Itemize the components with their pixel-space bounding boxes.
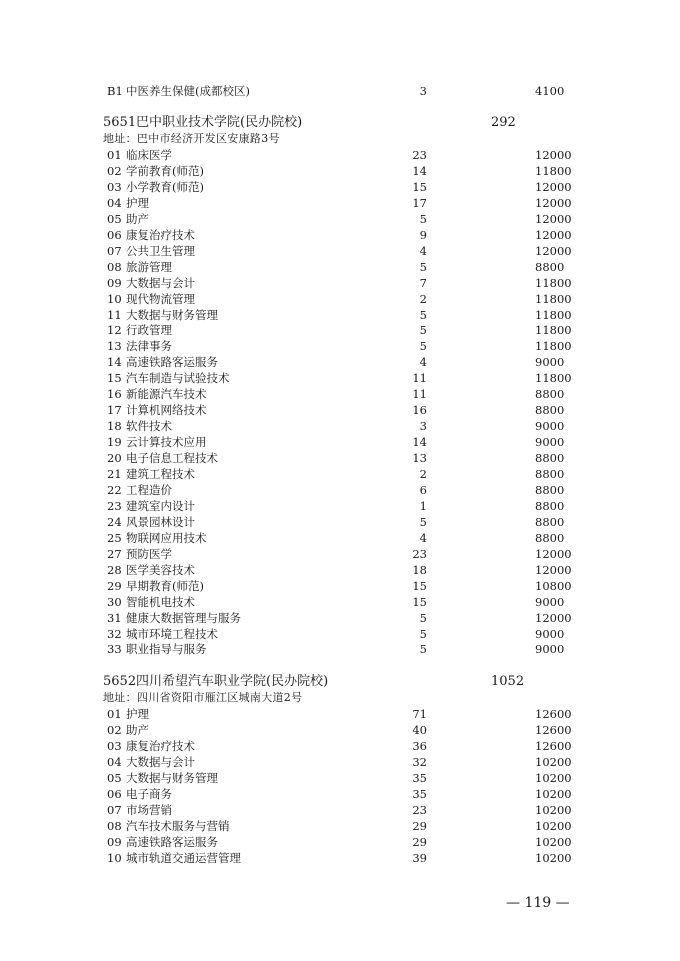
school-name: 巴中职业技术学院(民办院校) — [136, 115, 303, 130]
major-name: 物联网应用技术 — [126, 530, 207, 545]
major-plan-count: 3 — [419, 419, 427, 434]
major-row — [107, 179, 577, 195]
major-name: 汽车技术服务与营销 — [126, 818, 230, 833]
major-row — [107, 291, 577, 307]
major-tuition-fee: 12600 — [535, 738, 572, 753]
major-row — [107, 83, 577, 99]
major-tuition-fee: 8800 — [535, 259, 565, 274]
major-tuition-fee: 12600 — [535, 722, 572, 737]
major-row — [107, 626, 577, 642]
major-code: 27 — [107, 546, 122, 561]
major-tuition-fee: 12000 — [535, 211, 572, 226]
major-tuition-fee: 8800 — [535, 514, 565, 529]
major-name: 医学美容技术 — [126, 562, 195, 577]
major-row — [107, 466, 577, 482]
major-code: B1 — [107, 84, 123, 98]
major-plan-count: 5 — [419, 339, 427, 354]
major-name: 汽车制造与试验技术 — [126, 371, 230, 386]
major-plan-count: 14 — [412, 435, 427, 450]
major-name: 法律事务 — [126, 339, 172, 354]
major-code: 24 — [107, 514, 122, 529]
major-plan-count: 39 — [412, 850, 427, 865]
major-row — [107, 850, 577, 866]
major-name: 护理 — [126, 707, 149, 721]
major-row — [107, 578, 577, 594]
major-plan-count: 40 — [412, 722, 427, 737]
major-code: 18 — [107, 419, 122, 434]
major-plan-count: 7 — [419, 275, 427, 290]
major-code: 08 — [107, 818, 122, 833]
major-code: 02 — [107, 722, 122, 737]
major-name: 现代物流管理 — [126, 291, 195, 306]
major-plan-count: 35 — [412, 786, 427, 801]
major-plan-count: 36 — [412, 738, 427, 753]
major-plan-count: 18 — [412, 562, 427, 577]
major-tuition-fee: 11800 — [535, 307, 572, 322]
major-plan-count: 5 — [419, 642, 427, 657]
major-tuition-fee: 9000 — [535, 435, 565, 450]
major-row — [107, 450, 577, 466]
major-tuition-fee: 12000 — [535, 179, 572, 194]
major-tuition-fee: 12600 — [535, 707, 572, 721]
major-tuition-fee: 8800 — [535, 530, 565, 545]
major-tuition-fee: 10200 — [535, 818, 572, 833]
major-tuition-fee: 12000 — [535, 546, 572, 561]
major-plan-count: 23 — [412, 546, 427, 561]
major-name: 预防医学 — [126, 546, 172, 561]
major-row — [107, 275, 577, 291]
major-row — [107, 562, 577, 578]
major-name: 大数据与会计 — [126, 754, 195, 769]
major-code: 22 — [107, 482, 122, 497]
major-tuition-fee: 12000 — [535, 227, 572, 242]
major-name: 计算机网络技术 — [126, 403, 207, 418]
major-row — [107, 418, 577, 434]
major-plan-count: 1 — [419, 498, 427, 513]
major-name: 风景园林设计 — [126, 514, 195, 529]
major-row — [107, 530, 577, 546]
major-tuition-fee: 11800 — [535, 323, 572, 338]
major-plan-count: 16 — [412, 403, 427, 418]
major-code: 02 — [107, 163, 122, 178]
major-name: 健康大数据管理与服务 — [126, 610, 241, 625]
major-plan-count: 32 — [412, 754, 427, 769]
major-plan-count: 5 — [419, 307, 427, 322]
major-tuition-fee: 10200 — [535, 802, 572, 817]
major-plan-count: 2 — [419, 467, 427, 481]
school-address: 地址：四川省资阳市雁江区城南大道2号 — [103, 691, 303, 704]
major-row — [107, 498, 577, 514]
major-code: 07 — [107, 243, 122, 258]
major-code: 29 — [107, 578, 122, 593]
major-code: 15 — [107, 371, 122, 386]
major-plan-count: 2 — [419, 291, 427, 306]
major-row — [107, 307, 577, 323]
major-row — [107, 259, 577, 275]
major-name: 电子商务 — [126, 786, 172, 801]
major-name: 建筑工程技术 — [126, 467, 195, 481]
major-code: 17 — [107, 403, 122, 418]
major-tuition-fee: 10200 — [535, 770, 572, 785]
major-name: 临床医学 — [126, 148, 172, 162]
major-name: 学前教育(师范) — [126, 163, 204, 178]
major-tuition-fee: 10200 — [535, 754, 572, 769]
major-code: 06 — [107, 786, 122, 801]
major-row — [107, 147, 577, 163]
major-row — [107, 770, 577, 786]
major-tuition-fee: 8800 — [535, 387, 565, 402]
school-header — [103, 673, 583, 691]
major-row — [107, 802, 577, 818]
major-tuition-fee: 12000 — [535, 148, 572, 162]
major-row — [107, 594, 577, 610]
major-name: 职业指导与服务 — [126, 642, 207, 657]
major-name: 康复治疗技术 — [126, 227, 195, 242]
major-row — [107, 386, 577, 402]
major-name: 助产 — [126, 211, 149, 226]
major-name: 高速铁路客运服务 — [126, 834, 218, 849]
major-row — [107, 641, 577, 657]
major-plan-count: 29 — [412, 834, 427, 849]
major-plan-count: 4 — [419, 355, 427, 370]
major-code: 31 — [107, 610, 122, 625]
major-name: 早期教育(师范) — [126, 578, 204, 593]
major-plan-count: 9 — [419, 227, 427, 242]
page-number: — 119 — — [506, 895, 570, 911]
major-code: 07 — [107, 802, 122, 817]
major-plan-count: 4 — [419, 530, 427, 545]
major-code: 25 — [107, 530, 122, 545]
major-code: 28 — [107, 562, 122, 577]
major-code: 20 — [107, 451, 122, 466]
school-total-plan: 1052 — [491, 674, 525, 689]
major-name: 工程造价 — [126, 482, 172, 497]
major-plan-count: 11 — [412, 387, 427, 402]
major-tuition-fee: 11800 — [535, 339, 572, 354]
major-name: 助产 — [126, 722, 149, 737]
major-code: 32 — [107, 626, 122, 641]
major-tuition-fee: 11800 — [535, 291, 572, 306]
major-row — [107, 338, 577, 354]
major-code: 33 — [107, 642, 122, 657]
major-code: 10 — [107, 291, 122, 306]
major-row — [107, 754, 577, 770]
major-code: 09 — [107, 275, 122, 290]
major-plan-count: 23 — [412, 148, 427, 162]
major-name: 小学教育(师范) — [126, 179, 204, 194]
major-tuition-fee: 12000 — [535, 610, 572, 625]
major-code: 01 — [107, 707, 122, 721]
major-row — [107, 722, 577, 738]
major-code: 21 — [107, 467, 122, 481]
major-code: 05 — [107, 770, 122, 785]
major-tuition-fee: 12000 — [535, 243, 572, 258]
school-address: 地址：巴中市经济开发区安康路3号 — [103, 132, 280, 145]
major-tuition-fee: 4100 — [535, 84, 565, 98]
major-plan-count: 17 — [412, 195, 427, 210]
major-code: 23 — [107, 498, 122, 513]
major-tuition-fee: 9000 — [535, 594, 565, 609]
major-row — [107, 163, 577, 179]
major-row — [107, 354, 577, 370]
major-plan-count: 35 — [412, 770, 427, 785]
major-code: 05 — [107, 211, 122, 226]
major-code: 08 — [107, 259, 122, 274]
major-name: 康复治疗技术 — [126, 738, 195, 753]
major-name: 城市轨道交通运营管理 — [126, 850, 241, 865]
major-name: 大数据与会计 — [126, 275, 195, 290]
school-header — [103, 114, 583, 132]
major-name: 中医养生保健(成都校区) — [126, 84, 250, 98]
major-tuition-fee: 9000 — [535, 626, 565, 641]
major-code: 14 — [107, 355, 122, 370]
major-plan-count: 15 — [412, 578, 427, 593]
major-row — [107, 243, 577, 259]
major-row — [107, 211, 577, 227]
major-code: 04 — [107, 754, 122, 769]
major-plan-count: 15 — [412, 594, 427, 609]
major-plan-count: 13 — [412, 451, 427, 466]
major-row — [107, 514, 577, 530]
major-tuition-fee: 8800 — [535, 451, 565, 466]
major-plan-count: 3 — [419, 84, 427, 98]
major-plan-count: 29 — [412, 818, 427, 833]
major-row — [107, 434, 577, 450]
major-name: 高速铁路客运服务 — [126, 355, 218, 370]
major-plan-count: 5 — [419, 514, 427, 529]
major-row — [107, 610, 577, 626]
major-plan-count: 14 — [412, 163, 427, 178]
major-code: 01 — [107, 148, 122, 162]
major-row — [107, 738, 577, 754]
major-tuition-fee: 10200 — [535, 850, 572, 865]
major-row — [107, 546, 577, 562]
major-plan-count: 11 — [412, 371, 427, 386]
major-tuition-fee: 8800 — [535, 498, 565, 513]
major-code: 12 — [107, 323, 122, 338]
major-row — [107, 482, 577, 498]
major-code: 11 — [107, 307, 122, 322]
major-tuition-fee: 10200 — [535, 786, 572, 801]
major-row — [107, 195, 577, 211]
major-row — [107, 322, 577, 338]
major-plan-count: 5 — [419, 259, 427, 274]
major-code: 03 — [107, 179, 122, 194]
major-tuition-fee: 10800 — [535, 578, 572, 593]
major-row — [107, 818, 577, 834]
major-code: 09 — [107, 834, 122, 849]
major-name: 市场营销 — [126, 802, 172, 817]
major-name: 旅游管理 — [126, 259, 172, 274]
major-name: 智能机电技术 — [126, 594, 195, 609]
major-tuition-fee: 8800 — [535, 467, 565, 481]
major-tuition-fee: 10200 — [535, 834, 572, 849]
major-tuition-fee: 11800 — [535, 163, 572, 178]
school-code: 5652 — [103, 674, 137, 689]
major-name: 行政管理 — [126, 323, 172, 338]
major-row — [107, 706, 577, 722]
major-code: 06 — [107, 227, 122, 242]
major-plan-count: 5 — [419, 323, 427, 338]
major-name: 公共卫生管理 — [126, 243, 195, 258]
major-code: 30 — [107, 594, 122, 609]
major-name: 电子信息工程技术 — [126, 451, 218, 466]
major-name: 云计算技术应用 — [126, 435, 207, 450]
major-tuition-fee: 12000 — [535, 195, 572, 210]
major-tuition-fee: 12000 — [535, 562, 572, 577]
school-code: 5651 — [103, 115, 137, 130]
major-plan-count: 4 — [419, 243, 427, 258]
major-name: 大数据与财务管理 — [126, 307, 218, 322]
major-code: 10 — [107, 850, 122, 865]
major-name: 护理 — [126, 195, 149, 210]
major-name: 新能源汽车技术 — [126, 387, 207, 402]
major-tuition-fee: 9000 — [535, 419, 565, 434]
major-code: 04 — [107, 195, 122, 210]
major-code: 03 — [107, 738, 122, 753]
major-plan-count: 23 — [412, 802, 427, 817]
major-row — [107, 402, 577, 418]
school-total-plan: 292 — [491, 115, 516, 130]
major-row — [107, 834, 577, 850]
major-tuition-fee: 11800 — [535, 371, 572, 386]
major-plan-count: 15 — [412, 179, 427, 194]
major-plan-count: 5 — [419, 610, 427, 625]
major-tuition-fee: 9000 — [535, 642, 565, 657]
major-name: 软件技术 — [126, 419, 172, 434]
major-code: 13 — [107, 339, 122, 354]
major-tuition-fee: 9000 — [535, 355, 565, 370]
major-row — [107, 370, 577, 386]
major-tuition-fee: 11800 — [535, 275, 572, 290]
major-tuition-fee: 8800 — [535, 482, 565, 497]
major-plan-count: 5 — [419, 211, 427, 226]
major-plan-count: 5 — [419, 626, 427, 641]
major-row — [107, 227, 577, 243]
major-name: 城市环境工程技术 — [126, 626, 218, 641]
major-plan-count: 6 — [419, 482, 427, 497]
major-name: 建筑室内设计 — [126, 498, 195, 513]
major-tuition-fee: 8800 — [535, 403, 565, 418]
major-code: 16 — [107, 387, 122, 402]
major-plan-count: 71 — [412, 707, 427, 721]
major-row — [107, 786, 577, 802]
major-code: 19 — [107, 435, 122, 450]
major-name: 大数据与财务管理 — [126, 770, 218, 785]
school-name: 四川希望汽车职业学院(民办院校) — [136, 674, 329, 689]
